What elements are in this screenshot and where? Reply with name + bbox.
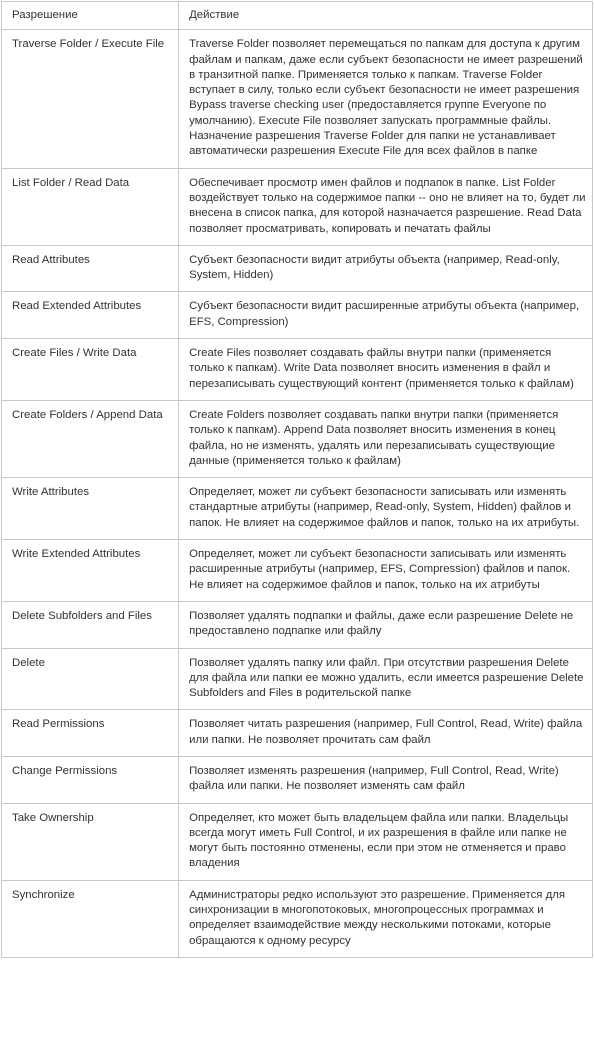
permission-cell: Read Permissions: [2, 710, 179, 757]
table-row: [2, 880, 593, 957]
permission-cell: List Folder / Read Data: [2, 168, 179, 245]
action-cell: Create Folders позволяет создавать папки внутри папки (применяется только к папкам). Append Data позволяет вносить изменения в конец файла, но не изменять, удалять или перезаписывать существующие данные (применяется только к файлам): [179, 400, 593, 477]
header-permission: Разрешение: [2, 2, 179, 30]
permission-cell: Delete: [2, 648, 179, 710]
action-cell: Определяет, может ли субъект безопасности записывать или изменять стандартные атрибуты (например, Read-only, System, Hidden) файлов и папок. Не влияет на содержимое файлов и папок, только на их атрибуты.: [179, 478, 593, 540]
action-cell: Позволяет читать разрешения (например, Full Control, Read, Write) файла или папки. Не позволяет прочитать сам файл: [179, 710, 593, 757]
permission-cell: Traverse Folder / Execute File: [2, 30, 179, 168]
action-cell: Traverse Folder позволяет перемещаться по папкам для доступа к другим файлам и папкам, даже если субъект безопасности не имеет разрешений в транзитной папке. Применяется только к папкам. Traverse Folder вступает в силу, только если субъект безопасности не имеет разрешения Bypass traverse checking user (предоставляется группе Everyone по умолчанию). Execute File позволяет запускать программные файлы. Назначение разрешения Traverse Folder для папки не устанавливает автоматически разрешения Execute File для всех файлов в папке: [179, 30, 593, 168]
permission-cell: Read Extended Attributes: [2, 292, 179, 339]
action-cell: Обеспечивает просмотр имен файлов и подпапок в папке. List Folder воздействует только на содержимое папки -- оно не влияет на то, будет ли внесена в список папка, для которой назначается разрешение. Read Data позволяет просматривать, копировать и печатать файлы: [179, 168, 593, 245]
action-cell: Позволяет удалять подпапки и файлы, даже если разрешение Delete не предоставлено подпапке или файлу: [179, 601, 593, 648]
table-row: [2, 30, 593, 168]
permission-cell: Take Ownership: [2, 803, 179, 880]
permission-cell: Synchronize: [2, 880, 179, 957]
action-cell: Субъект безопасности видит расширенные атрибуты объекта (например, EFS, Compression): [179, 292, 593, 339]
permission-cell: Write Attributes: [2, 478, 179, 540]
table-row: [2, 803, 593, 880]
table-body: [2, 30, 593, 958]
header-action: Действие: [179, 2, 593, 30]
table-header: [2, 2, 593, 30]
permission-cell: Read Attributes: [2, 245, 179, 292]
permissions-table: [1, 1, 593, 958]
permission-cell: Create Files / Write Data: [2, 339, 179, 401]
action-cell: Определяет, кто может быть владельцем файла или папки. Владельцы всегда могут иметь Full Control, и их разрешения в файле или папке не могут быть постоянно отменены, если при этом не отменяется и право владения: [179, 803, 593, 880]
table-row: [2, 168, 593, 245]
action-cell: Позволяет изменять разрешения (например, Full Control, Read, Write) файла или папки. Не позволяет изменять сам файл: [179, 756, 593, 803]
header-row: [2, 2, 593, 30]
permission-cell: Change Permissions: [2, 756, 179, 803]
permission-cell: Delete Subfolders and Files: [2, 601, 179, 648]
table-row: [2, 478, 593, 540]
table-row: [2, 756, 593, 803]
table-row: [2, 339, 593, 401]
table-row: [2, 648, 593, 710]
table-row: [2, 601, 593, 648]
permission-cell: Write Extended Attributes: [2, 540, 179, 602]
action-cell: Администраторы редко используют это разрешение. Применяется для синхронизации в многопотоковых, многопроцессных программах и определяет взаимодействие между несколькими потоками, которые обращаются к одному ресурсу: [179, 880, 593, 957]
action-cell: Субъект безопасности видит атрибуты объекта (например, Read-only, System, Hidden): [179, 245, 593, 292]
table-row: [2, 400, 593, 477]
table-row: [2, 540, 593, 602]
action-cell: Create Files позволяет создавать файлы внутри папки (применяется только к папкам). Write Data позволяет вносить изменения в файл и перезаписывать существующий контент (применяется только к файлам): [179, 339, 593, 401]
action-cell: Определяет, может ли субъект безопасности записывать или изменять расширенные атрибуты (например, EFS, Compression) файлов и папок. Не влияет на содержимое файлов и папок, только на их атрибуты: [179, 540, 593, 602]
table-row: [2, 245, 593, 292]
table-row: [2, 292, 593, 339]
permission-cell: Create Folders / Append Data: [2, 400, 179, 477]
table-row: [2, 710, 593, 757]
action-cell: Позволяет удалять папку или файл. При отсутствии разрешения Delete для файла или папки ее можно удалить, если имеется разрешение Delete Subfolders and Files в родительской папке: [179, 648, 593, 710]
